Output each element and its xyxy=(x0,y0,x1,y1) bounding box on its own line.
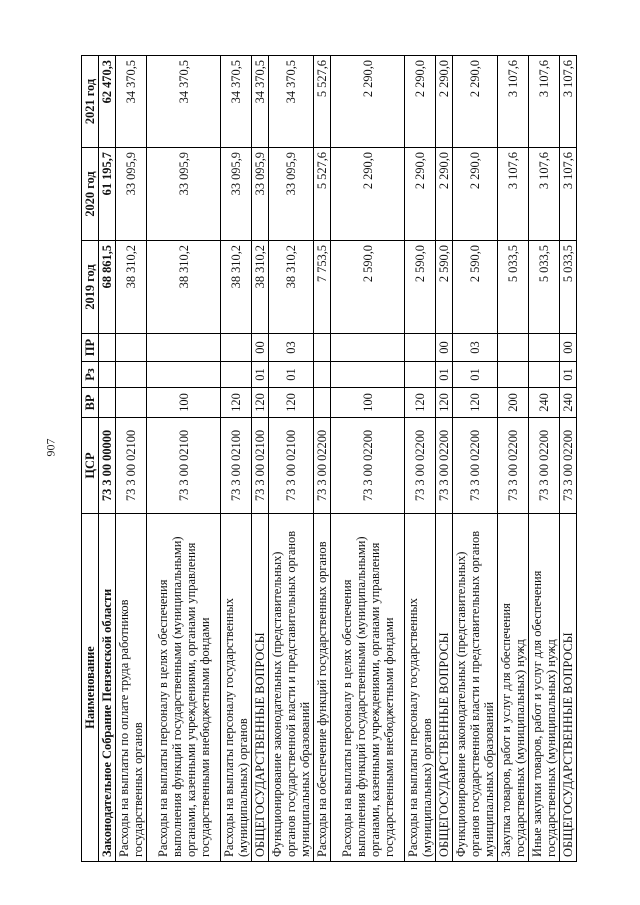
cell-2019: 68 861,5 xyxy=(99,241,116,334)
table-row xyxy=(252,56,269,862)
cell-2021: 3 107,6 xyxy=(498,56,529,148)
cell-name: Законодательное Собрание Пензенской области xyxy=(99,514,116,862)
table-row xyxy=(314,56,331,862)
cell-2020: 33 095,9 xyxy=(147,148,221,241)
table-row xyxy=(453,56,498,862)
cell-2020: 2 290,0 xyxy=(453,148,498,241)
cell-csr: 73 3 00 02200 xyxy=(314,418,331,514)
cell-rz xyxy=(331,362,405,388)
cell-2021: 34 370,5 xyxy=(116,56,147,148)
cell-vr: 240 xyxy=(529,388,560,418)
cell-rz: 01 xyxy=(436,362,453,388)
cell-2020: 2 290,0 xyxy=(436,148,453,241)
cell-2021: 3 107,6 xyxy=(529,56,560,148)
cell-2019: 5 033,5 xyxy=(498,241,529,334)
cell-2021: 2 290,0 xyxy=(436,56,453,148)
cell-2021: 34 370,5 xyxy=(252,56,269,148)
cell-pr xyxy=(529,334,560,362)
cell-name: Расходы на выплаты персоналу государственных (муниципальных) органов xyxy=(405,514,436,862)
cell-name: Расходы на обеспечение функций государственных органов xyxy=(314,514,331,862)
cell-pr: 03 xyxy=(453,334,498,362)
cell-2020: 3 107,6 xyxy=(560,148,577,241)
cell-vr xyxy=(314,388,331,418)
header-name: Наименование xyxy=(82,514,99,862)
cell-2020: 33 095,9 xyxy=(252,148,269,241)
cell-2021: 2 290,0 xyxy=(453,56,498,148)
cell-name: ОБЩЕГОСУДАРСТВЕННЫЕ ВОПРОСЫ xyxy=(560,514,577,862)
cell-csr: 73 3 00 02200 xyxy=(498,418,529,514)
budget-table xyxy=(81,55,577,862)
cell-2020: 3 107,6 xyxy=(529,148,560,241)
cell-pr xyxy=(116,334,147,362)
cell-rz xyxy=(221,362,252,388)
cell-rz: 01 xyxy=(560,362,577,388)
cell-2020: 61 195,7 xyxy=(99,148,116,241)
cell-2019: 7 753,5 xyxy=(314,241,331,334)
table-header-row xyxy=(82,56,99,862)
cell-name: Расходы на выплаты персоналу государственных (муниципальных) органов xyxy=(221,514,252,862)
cell-name: Функционирование законодательных (представительных) органов государственной власти и представительных органов муниципальных образований xyxy=(453,514,498,862)
table-body xyxy=(99,56,577,862)
cell-vr: 120 xyxy=(405,388,436,418)
cell-vr: 120 xyxy=(436,388,453,418)
cell-vr: 100 xyxy=(331,388,405,418)
cell-pr: 00 xyxy=(560,334,577,362)
cell-csr: 73 3 00 02200 xyxy=(529,418,560,514)
cell-csr: 73 3 00 02200 xyxy=(436,418,453,514)
cell-pr: 03 xyxy=(269,334,314,362)
cell-name: ОБЩЕГОСУДАРСТВЕННЫЕ ВОПРОСЫ xyxy=(252,514,269,862)
cell-2019: 38 310,2 xyxy=(221,241,252,334)
cell-2020: 2 290,0 xyxy=(331,148,405,241)
cell-rz: 01 xyxy=(252,362,269,388)
cell-2019: 38 310,2 xyxy=(269,241,314,334)
cell-rz: 01 xyxy=(269,362,314,388)
table-row xyxy=(147,56,221,862)
cell-pr xyxy=(331,334,405,362)
cell-name: Расходы на выплаты по оплате труда работников государственных органов xyxy=(116,514,147,862)
cell-rz xyxy=(147,362,221,388)
cell-2020: 33 095,9 xyxy=(269,148,314,241)
cell-csr: 73 3 00 02100 xyxy=(221,418,252,514)
cell-2020: 2 290,0 xyxy=(405,148,436,241)
cell-rz xyxy=(405,362,436,388)
cell-pr xyxy=(221,334,252,362)
rotated-page-content xyxy=(81,56,575,862)
cell-csr: 73 3 00 02200 xyxy=(331,418,405,514)
cell-pr xyxy=(314,334,331,362)
cell-2021: 2 290,0 xyxy=(331,56,405,148)
cell-rz: 01 xyxy=(453,362,498,388)
cell-2019: 2 590,0 xyxy=(453,241,498,334)
table-row xyxy=(116,56,147,862)
table-row xyxy=(436,56,453,862)
cell-pr xyxy=(498,334,529,362)
header-pr: ПР xyxy=(82,334,99,362)
table-row xyxy=(560,56,577,862)
table-row xyxy=(405,56,436,862)
table-row xyxy=(498,56,529,862)
cell-2020: 3 107,6 xyxy=(498,148,529,241)
cell-vr: 120 xyxy=(453,388,498,418)
cell-vr xyxy=(116,388,147,418)
cell-pr xyxy=(405,334,436,362)
header-csr: ЦСР xyxy=(82,418,99,514)
cell-2019: 5 033,5 xyxy=(560,241,577,334)
header-vr: ВР xyxy=(82,388,99,418)
cell-rz xyxy=(529,362,560,388)
cell-pr: 00 xyxy=(436,334,453,362)
cell-name: Иные закупки товаров, работ и услуг для обеспечения государственных (муниципальных) нужд xyxy=(529,514,560,862)
cell-vr: 100 xyxy=(147,388,221,418)
cell-2021: 5 527,6 xyxy=(314,56,331,148)
cell-csr: 73 3 00 02100 xyxy=(252,418,269,514)
cell-pr xyxy=(147,334,221,362)
cell-name: Расходы на выплаты персоналу в целях обеспечения выполнения функций государственными (муниципальными) органами, казенными учреждениями, органами управления государственными внебюджетными фондами xyxy=(147,514,221,862)
cell-rz xyxy=(116,362,147,388)
cell-pr: 00 xyxy=(252,334,269,362)
cell-2019: 5 033,5 xyxy=(529,241,560,334)
cell-2021: 2 290,0 xyxy=(405,56,436,148)
cell-2021: 34 370,5 xyxy=(147,56,221,148)
table-row xyxy=(529,56,560,862)
cell-vr: 120 xyxy=(252,388,269,418)
cell-csr: 73 3 00 02200 xyxy=(405,418,436,514)
cell-vr: 200 xyxy=(498,388,529,418)
cell-vr: 120 xyxy=(269,388,314,418)
cell-csr: 73 3 00 02200 xyxy=(560,418,577,514)
header-2021: 2021 год xyxy=(82,56,99,148)
cell-rz xyxy=(498,362,529,388)
cell-2019: 2 590,0 xyxy=(331,241,405,334)
cell-2019: 2 590,0 xyxy=(405,241,436,334)
cell-2021: 34 370,5 xyxy=(221,56,252,148)
cell-2019: 38 310,2 xyxy=(116,241,147,334)
cell-vr: 240 xyxy=(560,388,577,418)
cell-name: Закупка товаров, работ и услуг для обеспечения государственных (муниципальных) нужд xyxy=(498,514,529,862)
table-row xyxy=(221,56,252,862)
cell-csr: 73 3 00 00000 xyxy=(99,418,116,514)
cell-2019: 2 590,0 xyxy=(436,241,453,334)
cell-2020: 5 527,6 xyxy=(314,148,331,241)
cell-csr: 73 3 00 02100 xyxy=(116,418,147,514)
table-row xyxy=(269,56,314,862)
cell-pr xyxy=(99,334,116,362)
cell-2019: 38 310,2 xyxy=(147,241,221,334)
cell-name: Функционирование законодательных (представительных) органов государственной власти и представительных органов муниципальных образований xyxy=(269,514,314,862)
header-2019: 2019 год xyxy=(82,241,99,334)
cell-rz xyxy=(99,362,116,388)
cell-2021: 62 470,3 xyxy=(99,56,116,148)
table-row xyxy=(331,56,405,862)
cell-csr: 73 3 00 02200 xyxy=(453,418,498,514)
cell-name: ОБЩЕГОСУДАРСТВЕННЫЕ ВОПРОСЫ xyxy=(436,514,453,862)
cell-vr: 120 xyxy=(221,388,252,418)
cell-csr: 73 3 00 02100 xyxy=(147,418,221,514)
cell-2021: 34 370,5 xyxy=(269,56,314,148)
cell-vr xyxy=(99,388,116,418)
cell-name: Расходы на выплаты персоналу в целях обеспечения выполнения функций государственными (муниципальными) органами, казенными учреждениями, органами управления государственными внебюджетными фондами xyxy=(331,514,405,862)
page-number: 907 xyxy=(43,438,58,457)
cell-2020: 33 095,9 xyxy=(116,148,147,241)
cell-2021: 3 107,6 xyxy=(560,56,577,148)
cell-rz xyxy=(314,362,331,388)
cell-2019: 38 310,2 xyxy=(252,241,269,334)
header-rz: Рз xyxy=(82,362,99,388)
header-2020: 2020 год xyxy=(82,148,99,241)
table-row xyxy=(99,56,116,862)
cell-2020: 33 095,9 xyxy=(221,148,252,241)
cell-csr: 73 3 00 02100 xyxy=(269,418,314,514)
